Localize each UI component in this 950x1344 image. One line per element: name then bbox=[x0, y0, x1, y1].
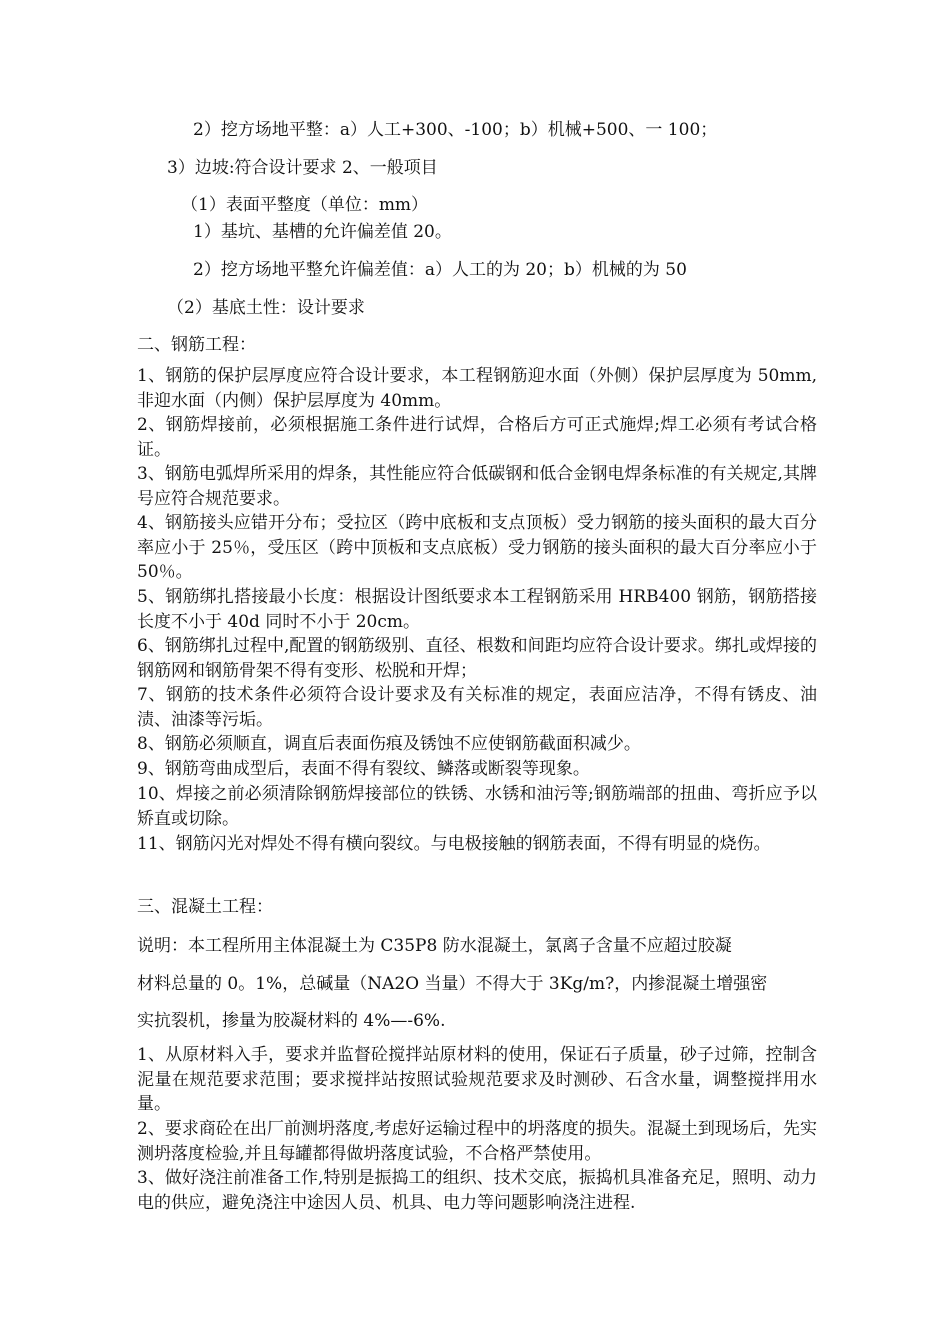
rebar-item-4: 4、钢筋接头应错开分布；受拉区（跨中底板和支点顶板）受力钢筋的接头面积的最大百分率应小于 25％，受压区（跨中顶板和支点底板）受力钢筋的接头面积的最大百分率应小于 50％。 bbox=[137, 513, 817, 582]
concrete-note-line-1: 说明：本工程所用主体混凝土为 C35P8 防水混凝土，氯离子含量不应超过胶凝 bbox=[137, 936, 732, 956]
concrete-note-line-2: 材料总量的 0。1%，总碱量（NA2O 当量）不得大于 3Kg/m?，内掺混凝土增强密 bbox=[137, 974, 768, 994]
rebar-item-3: 3、钢筋电弧焊所采用的焊条，其性能应符合低碳钢和低合金钢电焊条标准的有关规定,其牌号应符合规范要求。 bbox=[137, 464, 817, 509]
concrete-heading: 三、混凝土工程： bbox=[137, 897, 273, 917]
earthwork-line-1: 2）挖方场地平整：a）人工+300、-100；b）机械+500、一 100； bbox=[193, 120, 718, 140]
concrete-note-line-3: 实抗裂机，掺量为胶凝材料的 4%—-6%. bbox=[137, 1011, 446, 1031]
rebar-item-7: 7、钢筋的技术条件必须符合设计要求及有关标准的规定，表面应洁净，不得有锈皮、油渍、油漆等污垢。 bbox=[137, 685, 817, 730]
earthwork-line-2: 3）边坡:符合设计要求 2、一般项目 bbox=[167, 158, 438, 178]
concrete-item-2: 2、要求商砼在出厂前测坍落度,考虑好运输过程中的坍落度的损失。混凝土到现场后，先实测坍落度检验,并且每罐都得做坍落度试验，不合格严禁使用。 bbox=[137, 1119, 817, 1164]
rebar-item-5: 5、钢筋绑扎搭接最小长度：根据设计图纸要求本工程钢筋采用 HRB400 钢筋，钢筋搭接长度不小于 40d 同时不小于 20cm。 bbox=[137, 587, 817, 632]
earthwork-line-5: 2）挖方场地平整允许偏差值：a）人工的为 20；b）机械的为 50 bbox=[193, 260, 687, 280]
rebar-item-1: 1、钢筋的保护层厚度应符合设计要求，本工程钢筋迎水面（外侧）保护层厚度为 50mm,非迎水面（内侧）保护层厚度为 40mm。 bbox=[137, 366, 817, 411]
earthwork-line-6: （2）基底土性：设计要求 bbox=[167, 298, 365, 318]
earthwork-line-4: 1）基坑、基槽的允许偏差值 20。 bbox=[193, 222, 452, 242]
rebar-item-8: 8、钢筋必须顺直，调直后表面伤痕及锈蚀不应使钢筋截面积减少。 bbox=[137, 734, 641, 754]
rebar-item-6: 6、钢筋绑扎过程中,配置的钢筋级别、直径、根数和间距均应符合设计要求。绑扎或焊接的钢筋网和钢筋骨架不得有变形、松脱和开焊； bbox=[137, 636, 817, 681]
earthwork-line-3: （1）表面平整度（单位：mm） bbox=[181, 195, 429, 215]
concrete-item-1: 1、从原材料入手，要求并监督砼搅拌站原材料的使用，保证石子质量，砂子过筛，控制含泥量在规范要求范围；要求搅拌站按照试验规范要求及时测砂、石含水量，调整搅拌用水量。 bbox=[137, 1045, 817, 1114]
rebar-item-2: 2、钢筋焊接前，必须根据施工条件进行试焊，合格后方可正式施焊;焊工必须有考试合格证。 bbox=[137, 415, 817, 460]
rebar-item-10: 10、焊接之前必须清除钢筋焊接部位的铁锈、水锈和油污等;钢筋端部的扭曲、弯折应予以矫直或切除。 bbox=[137, 784, 817, 829]
rebar-item-9: 9、钢筋弯曲成型后，表面不得有裂纹、鳞落或断裂等现象。 bbox=[137, 759, 590, 779]
rebar-heading: 二、钢筋工程： bbox=[137, 335, 256, 355]
concrete-item-3: 3、做好浇注前准备工作,特别是振捣工的组织、技术交底，振捣机具准备充足，照明、动力电的供应，避免浇注中途因人员、机具、电力等问题影响浇注进程. bbox=[137, 1168, 817, 1213]
rebar-item-11: 11、钢筋闪光对焊处不得有横向裂纹。与电极接触的钢筋表面，不得有明显的烧伤。 bbox=[137, 834, 771, 854]
